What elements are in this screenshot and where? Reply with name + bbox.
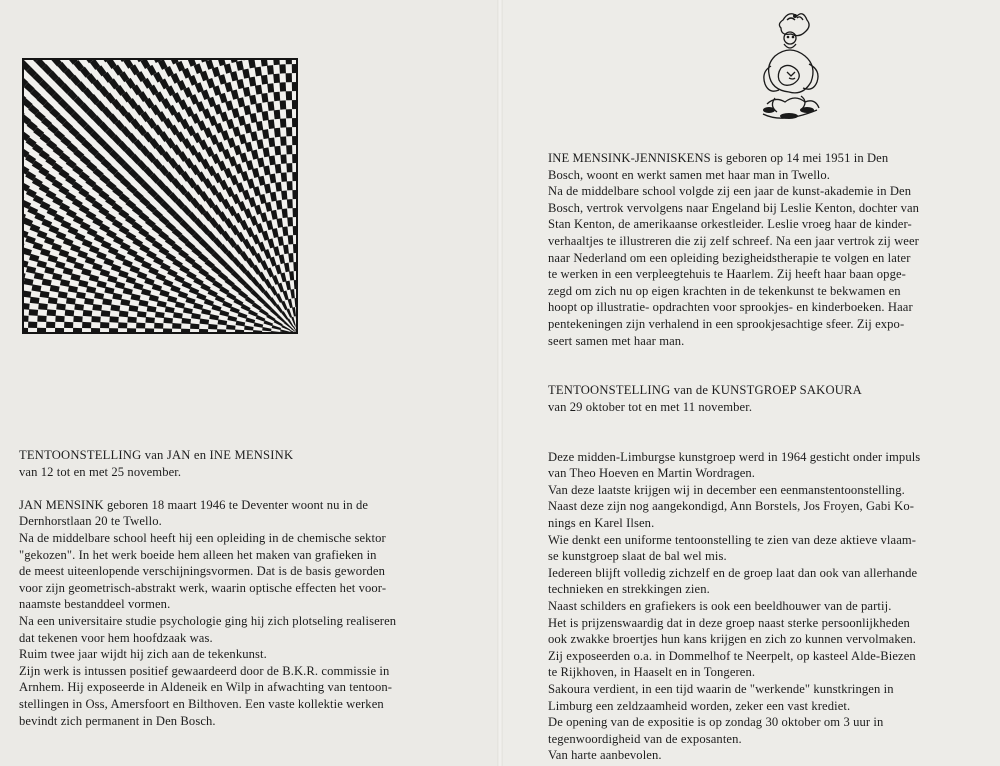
op-art-segment (267, 83, 274, 93)
op-art-segment (38, 303, 48, 310)
op-art-segment (65, 310, 75, 317)
op-art-segment (91, 316, 100, 323)
op-art-segment (47, 309, 56, 316)
bio-line: Zijn werk is intussen positief gewaardeerd door de B.K.R. commissie in (19, 663, 390, 678)
bio-line: Dernhorstlaan 20 te Twello. (19, 514, 162, 529)
group-line: te Rijkhoven, in Haaselt en in Tongeren. (548, 665, 756, 680)
sakoura-exhibition-heading: TENTOONSTELLING van de KUNSTGROEP SAKOURA (548, 383, 862, 398)
bio-line: zegd om zich nu op eigen krachten in de tekenkunst te bekwamen en (548, 283, 901, 298)
op-art-segment (273, 92, 280, 101)
bio-line: te werken in een verpleegtehuis te Haarlem. Zij heeft haar baan opge- (548, 267, 906, 282)
op-art-segment (82, 322, 91, 328)
op-art-segment (286, 145, 292, 154)
op-art-segment (281, 190, 287, 199)
sakoura-exhibition-dates: van 29 oktober tot en met 11 november. (548, 399, 753, 414)
op-art-segment (280, 100, 287, 109)
bio-line: dat tekenen voor hem hoofdzaak was. (19, 630, 213, 645)
op-art-segment (56, 303, 66, 310)
right-column-text (548, 150, 988, 764)
jan-mensink-bio (19, 497, 456, 729)
bio-line: naar Nederland om een opleiding bezigheidstherapie te volgen en later (548, 250, 911, 265)
op-art-segment (273, 74, 280, 83)
op-art-segment (109, 316, 118, 322)
group-line: ook zwakke broertjes hun kans krijgen en zich zo kunnen vervolmaken. (548, 632, 917, 647)
op-art-segment (261, 75, 268, 85)
op-art-segment (172, 323, 181, 329)
op-art-segment (101, 310, 111, 317)
op-art-segment (119, 311, 129, 318)
op-art-segment (73, 316, 82, 323)
jan-ine-exhibition-heading: TENTOONSTELLING van JAN en INE MENSINK (19, 448, 294, 462)
op-art-segment (280, 118, 287, 127)
bio-line: voor zijn geometrisch-abstrakt werk, waarin optische effecten het voor- (19, 580, 387, 595)
group-line: se kunstgroep slaat de bal wel mis. (548, 549, 727, 564)
bio-line: Na de middelbare school heeft hij een opleiding in de chemische sektor (19, 530, 386, 545)
group-line: van Theo Hoeven en Martin Wordragen. (548, 466, 756, 481)
op-art-segment (279, 64, 286, 73)
bio-line: JAN MENSINK geboren 18 maart 1946 te Deventer woont nu in de (19, 497, 369, 512)
bio-line: Arnhem. Hij exposeerde in Aldeneik en Wilp in afwachting van tentoon- (19, 680, 393, 695)
bio-line: de meest uiteenlopende verschijningsvormen. Dat is de basis geworden (19, 564, 385, 579)
op-art-segment (280, 136, 287, 145)
op-art-segment (29, 309, 38, 316)
group-line: Sakoura verdient, in een tijd waarin de "werkende" kunstkringen in (548, 682, 894, 696)
bio-line: INE MENSINK-JENNISKENS is geboren op 14 mei 1951 in Den (548, 151, 889, 165)
op-art-segment (64, 322, 73, 328)
op-art-segment (287, 199, 293, 208)
op-art-segment (55, 316, 64, 323)
sakoura-description (548, 449, 988, 764)
op-art-segment (286, 109, 292, 118)
bio-line: "gekozen". In het werk boeide hem alleen het maken van grafieken in (19, 547, 377, 562)
op-art-segment (28, 322, 37, 328)
left-column-text (19, 447, 456, 729)
op-art-segment (274, 146, 281, 156)
group-line: Van deze laatste krijgen wij in december een eenmanstentoonstelling. (548, 482, 905, 497)
op-art-segment (37, 315, 46, 322)
group-line: Het is prijzenswaardig dat in deze groep naast sterke persoonlijkheden (548, 615, 910, 630)
op-art-segment (286, 91, 292, 100)
group-line: Wie denkt een uniforme tentoonstelling te zien van deze aktieve vlaam- (548, 532, 917, 547)
group-line: Naast schilders en grafiekers is ook een beeldhouwer van de partij. (548, 599, 892, 614)
bio-line: Ruim twee jaar wijdt hij zich aan de tekenkunst. (19, 647, 267, 662)
op-art-segment (286, 127, 292, 136)
op-art-segment (46, 322, 55, 328)
op-art-segment (154, 323, 163, 329)
op-art-segment (190, 323, 199, 329)
op-art-segment (74, 304, 84, 311)
bio-line: seert samen met haar man. (548, 333, 685, 348)
group-line: nings en Karel Ilsen. (548, 516, 655, 531)
op-art-segment (286, 73, 292, 82)
op-art-segment (267, 101, 274, 111)
group-line: Deze midden-Limburgse kunstgroep werd in 1964 gesticht onder impuls (548, 449, 921, 464)
op-art-segment (287, 217, 293, 226)
op-art-segment (287, 181, 293, 190)
group-line: Van harte aanbevolen. (548, 748, 662, 763)
group-line: Iedereen blijft volledig zichzelf en de groep laat dan ook van allerhande (548, 565, 918, 580)
group-line: Limburg een zeldzaamheid worden, zeker een vast krediet. (548, 698, 851, 713)
bio-line: Na een universitaire studie psychologie ging hij zich plotseling realiseren (19, 613, 397, 628)
op-art-segment (100, 322, 109, 328)
bio-line: pentekeningen zijn verhalend in een sprookjesachtige sfeer. Zij expo- (548, 316, 905, 331)
op-art-segment (83, 310, 93, 317)
group-line: technieken en strekkingen zien. (548, 582, 710, 597)
bio-line: Bosch, vertrok vervolgens naar Engeland bij Leslie Kenton, dochter van (548, 200, 920, 215)
bio-line: stellingen in Oss, Amersfoort en Bilthoven. Een vaste kollektie werken (19, 696, 384, 711)
bio-line: naamste bestanddeel vormen. (19, 597, 171, 612)
group-line: Zij exposeerden o.a. in Dommelhof te Neerpelt, op kasteel Alde-Biezen (548, 648, 916, 663)
bio-line: bevindt zich permanent in Den Bosch. (19, 713, 216, 728)
op-art-segment (274, 110, 281, 120)
page-fold (497, 0, 503, 766)
op-art-segment (163, 317, 173, 323)
op-art-segment (286, 163, 292, 172)
op-art-segment (118, 322, 127, 328)
op-art-segment (281, 172, 287, 181)
op-art-segment (280, 154, 286, 163)
op-art-artwork (22, 58, 298, 334)
op-art-segment (136, 322, 145, 328)
bio-line: Stan Kenton, de amerikaanse orkestleider. Leslie vroeg haar de kinder- (548, 217, 912, 232)
bio-line: verhaaltjes te illustreren die zij zelf schreef. Na een jaar vertrok zij weer (548, 233, 919, 248)
op-art-segment (267, 65, 274, 75)
op-art-segment (279, 82, 286, 91)
pen-illustration (745, 6, 835, 136)
bio-line: Na de middelbare school volgde zij een jaar de kunst-akademie in Den (548, 184, 912, 199)
jan-ine-exhibition-dates: van 12 tot en met 25 november. (19, 464, 182, 479)
ine-mensink-bio (548, 150, 988, 349)
op-art-segment (145, 317, 154, 323)
op-art-segment (127, 317, 136, 323)
group-line: tegenwoordigheid van de exposanten. (548, 731, 742, 746)
bio-line: hoopt op illustratie- opdrachten voor sprookjes- en kinderboeken. Haar (548, 300, 913, 315)
op-art-segment (274, 128, 281, 138)
op-art-segment (30, 297, 40, 304)
op-art-segment (288, 235, 294, 244)
group-line: Naast deze zijn nog aangekondigd, Ann Borstels, Jos Froyen, Gabi Ko- (548, 499, 915, 514)
bio-line: Bosch, woont en werkt samen met haar man in Twello. (548, 167, 831, 182)
group-line: De opening van de expositie is op zondag 30 oktober om 3 uur in (548, 715, 884, 730)
